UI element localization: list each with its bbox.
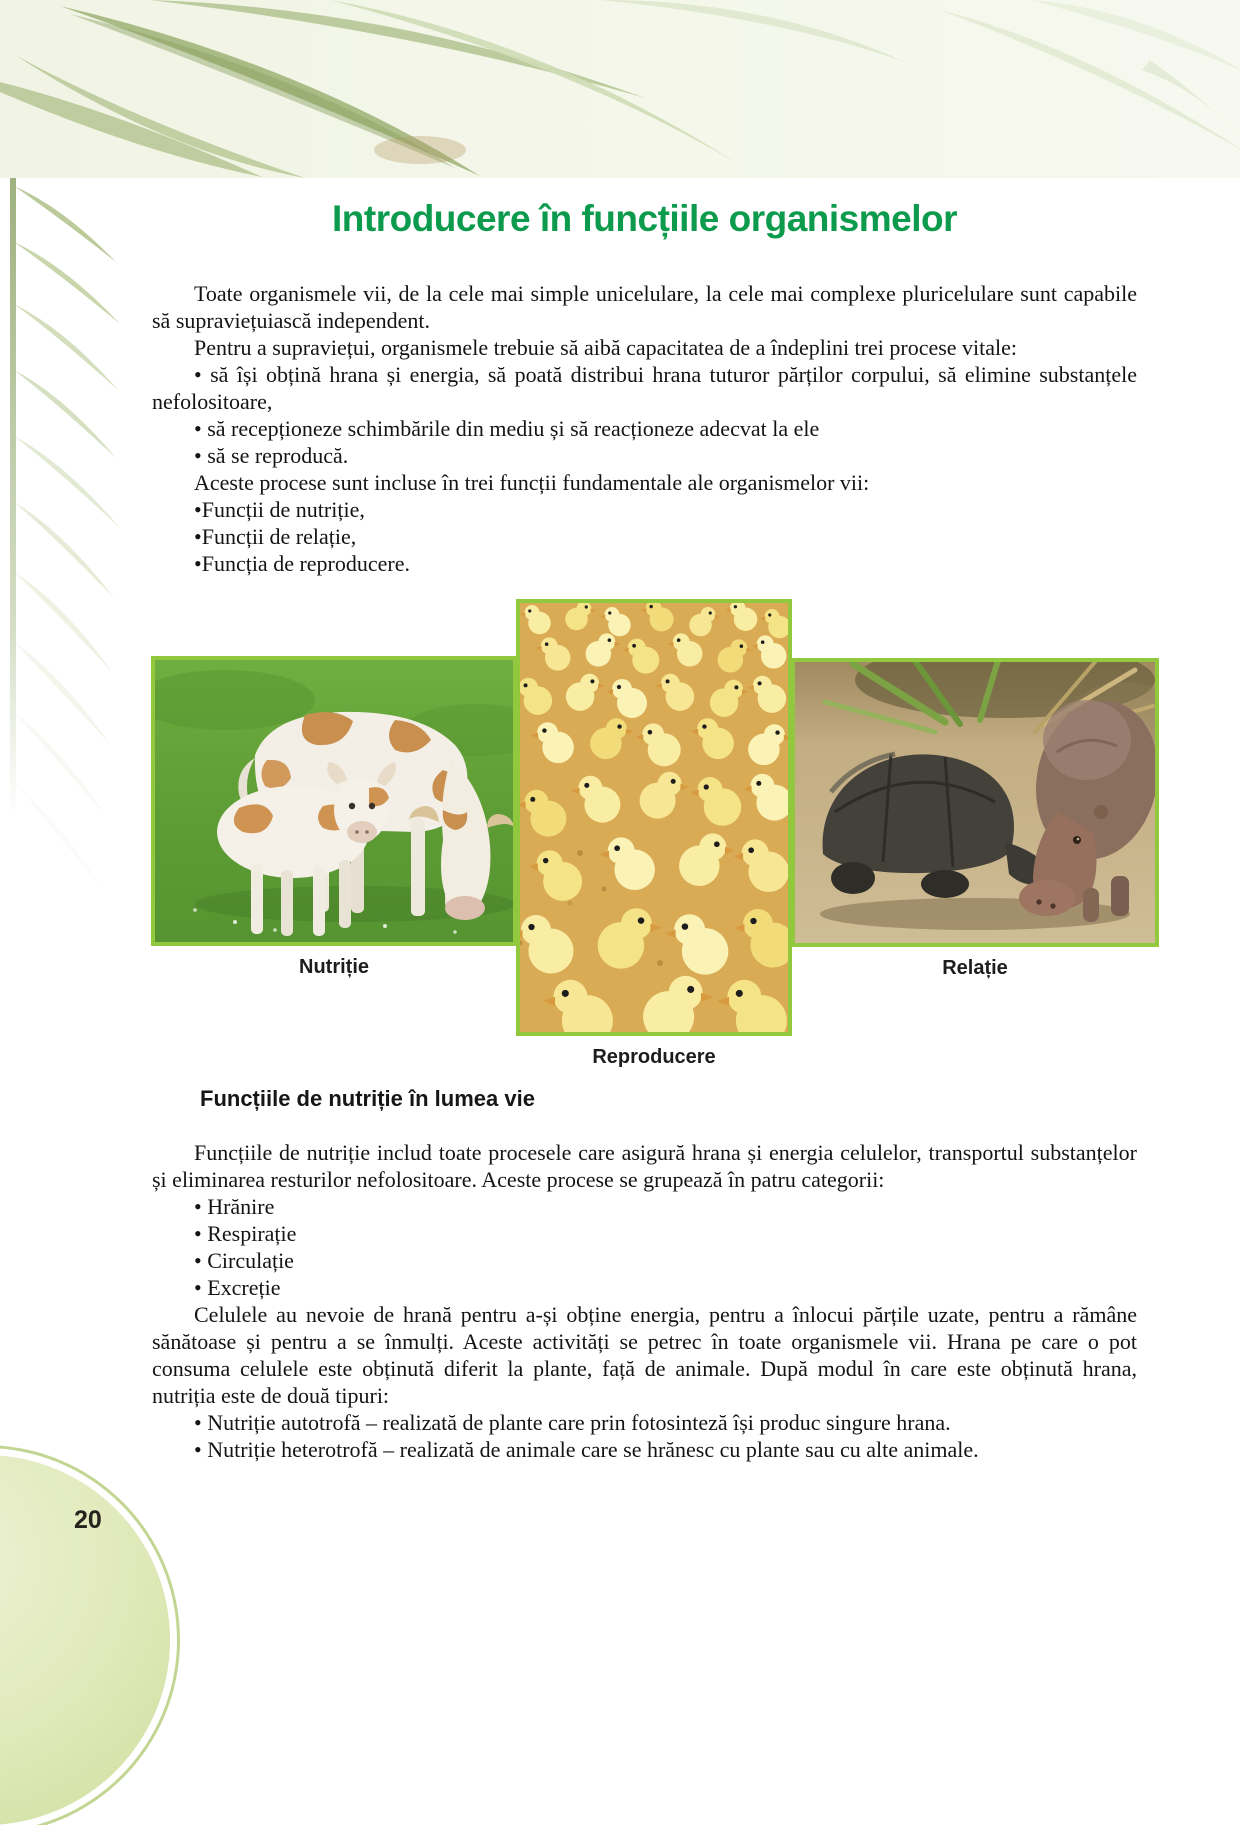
figure-nutrition [151,656,517,979]
palm-frond-icon [0,178,134,958]
page-title: Introducere în funcțiile organismelor [332,198,957,239]
category-item-3: • Circulație [194,1248,294,1273]
category-item-1: • Hrănire [194,1194,275,1219]
function-item-3: •Funcția de reproducere. [194,551,410,576]
category-item-2: • Respirație [194,1221,297,1246]
function-item-2: •Funcții de relație, [194,524,357,549]
figure-caption-relatie: Relație [942,957,1008,979]
nutrition-type-1: • Nutriție autotrofă – realizată de plante care prin fotosinteză își produc singure hrana. [194,1410,951,1435]
palm-leaves-icon [0,0,1240,178]
tortoise-and-hippo-photo [791,658,1159,947]
section-heading: Funcțiile de nutriție în lumea vie [200,1086,535,1111]
section-paragraph-2: Celulele au nevoie de hrană pentru a-și obține energia, pentru a înlocui părțile uzate, pentru a rămâne sănătoase și pentru a se înmulți. Aceste activități se petrec în toate organismele vii. Hrana pe care o pot consuma celulele este obținută diferit la plante, față de animale. După modul în care este obținută hrana, nutriția este de două tipuri: [152,1302,1137,1408]
nutrition-section [152,1085,1137,1463]
nutrition-type-2: • Nutriție heterotrofă – realizată de animale care se hrănesc cu plante sau cu alte animale. [194,1437,979,1462]
intro-section [152,196,1137,577]
intro-bullet-2: • să recepționeze schimbările din mediu și să reacționeze adecvat la ele [194,416,820,441]
chicks-photo [516,599,792,1036]
figure-reproduction [516,599,792,1069]
function-item-1: •Funcții de nutriție, [194,497,365,522]
intro-bullet-3: • să se reproducă. [194,443,349,468]
cow-and-calf-photo [151,656,517,946]
figure-caption-reproducere: Reproducere [592,1046,716,1068]
section-paragraph-1: Funcțiile de nutriție includ toate procesele care asigură hrana și energia celulelor, transportul substanțelor și eliminarea resturilor nefolositoare. Aceste procese se grupează în patru categorii: [152,1140,1137,1192]
intro-paragraph-1: Toate organismele vii, de la cele mai simple unicelulare, la cele mai complexe pluricelulare sunt capabile să supraviețuiască independent. [152,281,1137,333]
page-number: 20 [74,1506,102,1534]
palm-frond-left-decoration [0,178,134,958]
intro-paragraph-2: Pentru a supraviețui, organismele trebuie să aibă capacitatea de a îndeplini trei procese vitale: [194,335,1018,360]
palm-leaves-top-decoration [0,0,1240,178]
category-item-4: • Excreție [194,1275,281,1300]
intro-paragraph-3: Aceste procese sunt incluse în trei funcții fundamentale ale organismelor vii: [194,470,870,495]
intro-bullet-1: • să își obțină hrana și energia, să poată distribui hrana tuturor părților corpului, să elimine substanțele nefolositoare, [152,362,1137,414]
figure-relation [791,658,1159,980]
figure-caption-nutritie: Nutriție [299,956,369,978]
